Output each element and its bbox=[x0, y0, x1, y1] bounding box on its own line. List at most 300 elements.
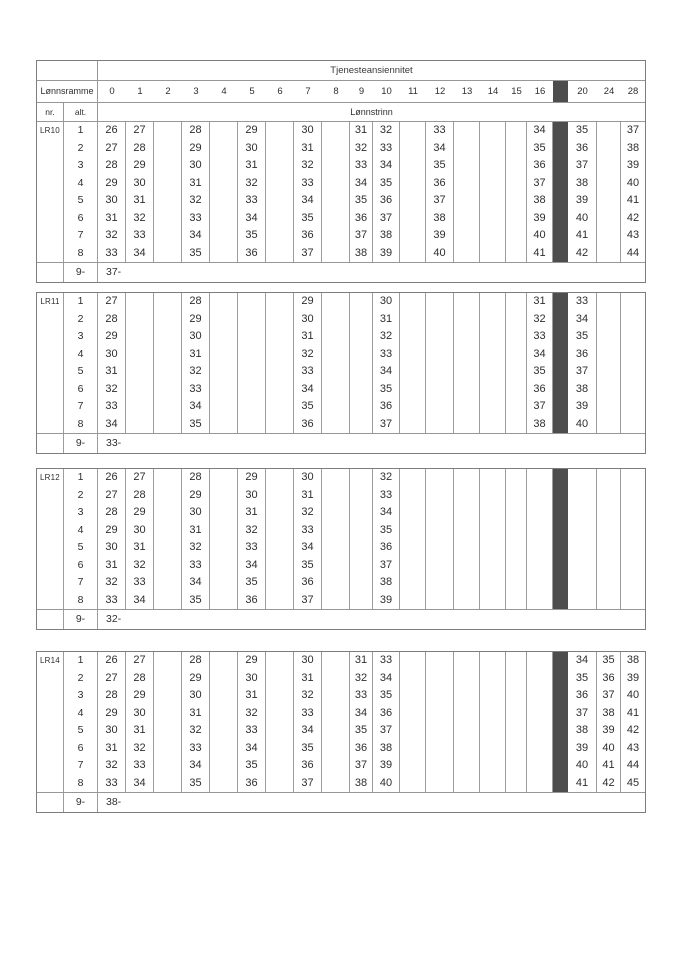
ansiennitet-column-15 bbox=[506, 293, 527, 433]
lonnstrinn-value-cell: 40 bbox=[575, 211, 589, 224]
lonnstrinn-value-cell bbox=[568, 574, 596, 592]
lonnstrinn-value-cell bbox=[480, 398, 505, 416]
lonnstrinn-value-cell bbox=[154, 227, 181, 245]
lonnstrinn-value-cell: 38 bbox=[354, 776, 368, 789]
lonnstrinn-value-cell bbox=[210, 416, 237, 434]
lonnstrinn-value-cell bbox=[154, 122, 181, 140]
lonnstrinn-value-cell bbox=[506, 504, 526, 522]
lonnstrinn-value-cell: 34 bbox=[133, 246, 146, 259]
lonnstrinn-value-cell bbox=[322, 652, 349, 670]
lonnstrinn-value-cell bbox=[621, 293, 645, 311]
lonnstrinn-value-cell bbox=[621, 398, 645, 416]
lonnstrinn-value-cell bbox=[426, 346, 453, 364]
lonnstrinn-value-cell: 32 bbox=[245, 523, 258, 536]
tick-label-4: 4 bbox=[221, 86, 227, 97]
lonnstrinn-value-cell bbox=[350, 539, 372, 557]
footer-value-cell: 37- bbox=[106, 266, 122, 278]
row-label-column bbox=[37, 469, 64, 609]
alt-number-cell: 4 bbox=[77, 176, 84, 189]
ansiennitet-column-20 bbox=[568, 469, 597, 609]
lonnstrinn-value-cell: 36 bbox=[354, 741, 368, 754]
lonnstrinn-value-cell: 28 bbox=[189, 471, 202, 483]
lonnstrinn-value-cell bbox=[400, 592, 425, 610]
lonnstrinn-value-cell bbox=[506, 574, 526, 592]
ansiennitet-column-1 bbox=[126, 469, 154, 609]
lonnstrinn-value-cell bbox=[322, 705, 349, 723]
lonnstrinn-value-cell: 30 bbox=[105, 194, 118, 206]
lonnstrinn-value-cell: 31 bbox=[301, 488, 314, 501]
alt-number-cell: 1 bbox=[77, 124, 84, 136]
lonnstrinn-value-cell: 39 bbox=[379, 593, 393, 606]
lonnstrinn-value-cell: 36 bbox=[379, 541, 393, 553]
lonnsramme-id-label: LR11 bbox=[40, 297, 60, 306]
lonnstrinn-value-cell bbox=[454, 157, 479, 175]
lonnstrinn-value-cell bbox=[621, 574, 645, 592]
lonnstrinn-value-cell: 40 bbox=[626, 176, 640, 189]
ansiennitet-column-10 bbox=[373, 122, 400, 262]
footer-alt-cell: 9- bbox=[64, 263, 98, 282]
lonnstrinn-value-cell: 31 bbox=[105, 211, 118, 224]
lonnstrinn-value-cell: 29 bbox=[189, 312, 202, 325]
lonnstrinn-value-cell bbox=[621, 557, 645, 575]
lonnstrinn-value-cell bbox=[154, 574, 181, 592]
lonnstrinn-value-cell bbox=[527, 652, 552, 670]
lonnstrinn-value-cell: 29 bbox=[133, 506, 146, 518]
lonnstrinn-value-cell bbox=[350, 293, 372, 311]
lonnstrinn-value-cell: 39 bbox=[602, 724, 615, 736]
lonnstrinn-value-cell bbox=[426, 487, 453, 505]
lonnstrinn-value-cell: 29 bbox=[301, 295, 314, 307]
footer-alt-cell: 9- bbox=[64, 793, 98, 812]
alt-number-cell: 2 bbox=[77, 312, 84, 325]
lonnstrinn-value-cell: 36 bbox=[575, 347, 589, 360]
lonnstrinn-value-cell bbox=[480, 775, 505, 793]
lonnstrinn-value-cell bbox=[210, 328, 237, 346]
lonnstrinn-value-cell bbox=[597, 293, 620, 311]
lonnstrinn-value-cell: 42 bbox=[602, 776, 615, 789]
lonnstrinn-value-cell: 30 bbox=[105, 347, 118, 360]
lonnstrinn-value-cell bbox=[454, 227, 479, 245]
lonnstrinn-value-cell: 33 bbox=[189, 558, 202, 571]
lonnstrinn-value-cell: 30 bbox=[189, 159, 202, 171]
lonnstrinn-value-cell: 39 bbox=[626, 159, 640, 171]
ansiennitet-column-4 bbox=[210, 122, 238, 262]
lonnstrinn-value-cell: 32 bbox=[245, 176, 258, 189]
lonnstrinn-value-cell: 30 bbox=[245, 488, 258, 501]
ansiennitet-column-24 bbox=[597, 293, 621, 433]
alt-number-cell: 3 bbox=[77, 689, 84, 701]
lonnstrinn-value-cell bbox=[597, 210, 620, 228]
lonnstrinn-value-cell: 35 bbox=[433, 159, 446, 171]
lonnstrinn-value-cell: 27 bbox=[133, 471, 146, 483]
lonnstrinn-value-cell: 30 bbox=[133, 706, 146, 719]
lonnstrinn-value-cell bbox=[210, 592, 237, 610]
lonnstrinn-value-cell: 42 bbox=[626, 724, 640, 736]
lonnstrinn-value-cell: 32 bbox=[189, 194, 202, 206]
lonnstrinn-value-cell: 40 bbox=[602, 741, 615, 754]
lonnstrinn-value-cell bbox=[210, 574, 237, 592]
lonnstrinn-value-cell: 37 bbox=[354, 229, 368, 241]
ansiennitet-column-15 bbox=[506, 469, 527, 609]
lonnstrinn-value-cell bbox=[210, 122, 237, 140]
lonnstrinn-value-cell: 35 bbox=[533, 365, 546, 377]
lonnstrinn-value-cell bbox=[506, 592, 526, 610]
lonnstrinn-value-cell bbox=[480, 687, 505, 705]
tick-label-12: 12 bbox=[434, 86, 446, 97]
lonnstrinn-value-cell bbox=[400, 175, 425, 193]
lonnstrinn-value-cell: 34 bbox=[245, 211, 258, 224]
alt-number-cell: 3 bbox=[77, 506, 84, 518]
lonnstrinn-value-cell: 36 bbox=[533, 382, 546, 395]
tick-label-3: 3 bbox=[193, 86, 199, 97]
ansiennitet-column-24 bbox=[597, 652, 621, 792]
lonnstrinn-value-cell bbox=[506, 557, 526, 575]
lonnstrinn-value-cell bbox=[154, 557, 181, 575]
lonnstrinn-value-cell bbox=[506, 670, 526, 688]
lonnstrinn-value-cell bbox=[210, 175, 237, 193]
ansiennitet-column-3 bbox=[182, 122, 210, 262]
dark-separator-header-cell bbox=[553, 81, 568, 102]
lonnstrinn-value-cell: 37 bbox=[575, 159, 589, 171]
lonnstrinn-value-cell: 34 bbox=[354, 176, 368, 189]
lonnstrinn-value-cell: 35 bbox=[189, 593, 202, 606]
tick-label-24: 24 bbox=[603, 86, 615, 97]
lonnstrinn-value-cell bbox=[597, 157, 620, 175]
ansiennitet-column-9 bbox=[350, 293, 373, 433]
lonnstrinn-value-cell: 29 bbox=[245, 471, 258, 483]
lonnstrinn-value-cell: 27 bbox=[133, 654, 146, 666]
ansiennitet-column-9 bbox=[350, 652, 373, 792]
lonnstrinn-value-cell bbox=[426, 504, 453, 522]
lonnstrinn-value-cell: 34 bbox=[133, 776, 146, 789]
lonnstrinn-value-cell bbox=[322, 175, 349, 193]
lonnstrinn-value-cell: 30 bbox=[133, 176, 146, 189]
lonnstrinn-value-cell bbox=[597, 245, 620, 263]
lonnstrinn-value-cell bbox=[154, 775, 181, 793]
lonnstrinn-value-cell: 34 bbox=[379, 671, 393, 684]
lonnstrinn-value-cell: 33 bbox=[189, 741, 202, 754]
lonnstrinn-value-cell bbox=[480, 346, 505, 364]
lonnstrinn-value-cell: 32 bbox=[379, 471, 393, 483]
lonnstrinn-value-cell bbox=[400, 122, 425, 140]
lonnstrinn-value-cell bbox=[210, 346, 237, 364]
lonnstrinn-value-cell bbox=[322, 757, 349, 775]
lonnstrinn-value-cell bbox=[350, 574, 372, 592]
lonnstrinn-value-cell bbox=[238, 293, 265, 311]
lonnstrinn-value-cell: 33 bbox=[379, 654, 393, 666]
lonnstrinn-value-cell bbox=[210, 522, 237, 540]
ansiennitet-column-10 bbox=[373, 293, 400, 433]
ansiennitet-column-10 bbox=[373, 469, 400, 609]
lonnstrinn-value-cell bbox=[266, 522, 293, 540]
lonnstrinn-value-cell: 35 bbox=[245, 229, 258, 241]
table-lr12 bbox=[36, 468, 646, 630]
lonnstrinn-value-cell bbox=[400, 311, 425, 329]
lonnstrinn-value-cell bbox=[154, 592, 181, 610]
table-lr14 bbox=[36, 651, 646, 813]
lonnstrinn-value-cell bbox=[266, 757, 293, 775]
lonnstrinn-value-cell bbox=[154, 469, 181, 487]
ansiennitet-column-13 bbox=[454, 469, 480, 609]
table-lr11 bbox=[36, 292, 646, 454]
lonnstrinn-value-cell: 29 bbox=[105, 523, 118, 536]
footer-label-cell bbox=[37, 434, 64, 453]
lonnstrinn-value-cell bbox=[597, 140, 620, 158]
lonnstrinn-value-cell bbox=[266, 504, 293, 522]
lonnstrinn-value-cell bbox=[597, 363, 620, 381]
lonnstrinn-value-cell: 33 bbox=[105, 400, 118, 412]
lonnstrinn-value-cell: 36 bbox=[379, 194, 393, 206]
lonnstrinn-value-cell bbox=[454, 592, 479, 610]
lonnstrinn-value-cell bbox=[480, 311, 505, 329]
lonnstrinn-value-cell: 41 bbox=[602, 759, 615, 771]
lonnstrinn-value-cell: 34 bbox=[379, 159, 393, 171]
lonnstrinn-value-cell bbox=[400, 574, 425, 592]
lonnstrinn-value-cell bbox=[506, 416, 526, 434]
lonnstrinn-value-cell bbox=[400, 740, 425, 758]
ansiennitet-column-6 bbox=[266, 122, 294, 262]
lonnstrinn-value-cell bbox=[210, 210, 237, 228]
lonnstrinn-value-cell bbox=[506, 398, 526, 416]
lonnstrinn-value-cell: 33 bbox=[379, 488, 393, 501]
lonnstrinn-value-cell bbox=[480, 381, 505, 399]
lonnstrinn-value-cell bbox=[322, 192, 349, 210]
lonnstrinn-value-cell: 27 bbox=[133, 124, 146, 136]
lonnstrinn-value-cell: 33 bbox=[379, 141, 393, 154]
lonnstrinn-value-cell bbox=[568, 504, 596, 522]
lonnstrinn-value-cell bbox=[210, 381, 237, 399]
lonnstrinn-value-cell: 41 bbox=[575, 776, 589, 789]
ansiennitet-column-20 bbox=[568, 122, 597, 262]
ansiennitet-column-28 bbox=[621, 652, 645, 792]
lonnstrinn-value-cell: 28 bbox=[105, 689, 118, 701]
lonnstrinn-value-cell bbox=[621, 469, 645, 487]
lonnstrinn-value-cell bbox=[454, 346, 479, 364]
lonnstrinn-value-cell: 36 bbox=[301, 229, 314, 241]
alt-column bbox=[64, 469, 98, 609]
lonnstrinn-value-cell: 32 bbox=[133, 558, 146, 571]
lonnstrinn-value-cell bbox=[322, 670, 349, 688]
lonnstrinn-value-cell: 33 bbox=[133, 759, 146, 771]
lonnstrinn-value-cell bbox=[597, 311, 620, 329]
lonnstrinn-value-cell: 35 bbox=[575, 671, 589, 684]
lonnstrinn-value-cell bbox=[210, 469, 237, 487]
lonnstrinn-value-cell: 35 bbox=[301, 558, 314, 571]
header-row-ticks bbox=[37, 81, 645, 103]
lonnstrinn-value-cell: 32 bbox=[301, 506, 314, 518]
lonnstrinn-value-cell bbox=[506, 122, 526, 140]
lonnstrinn-value-cell: 40 bbox=[433, 246, 446, 259]
lonnstrinn-value-cell: 32 bbox=[189, 724, 202, 736]
lonnstrinn-value-cell bbox=[597, 175, 620, 193]
lonnstrinn-value-cell bbox=[154, 416, 181, 434]
lonnstrinn-value-cell: 35 bbox=[245, 576, 258, 588]
lonnstrinn-value-cell bbox=[322, 311, 349, 329]
footer-alt-cell: 9- bbox=[64, 610, 98, 629]
lonnsramme-heading: Lønnsramme bbox=[37, 81, 98, 102]
lonnstrinn-value-cell bbox=[266, 293, 293, 311]
lonnstrinn-value-cell bbox=[266, 140, 293, 158]
lonnstrinn-value-cell: 36 bbox=[433, 176, 446, 189]
lonnstrinn-value-cell bbox=[210, 705, 237, 723]
lonnstrinn-value-cell bbox=[454, 705, 479, 723]
lonnstrinn-value-cell bbox=[568, 487, 596, 505]
lonnstrinn-value-cell bbox=[238, 346, 265, 364]
lonnstrinn-value-cell bbox=[154, 157, 181, 175]
lonnstrinn-value-cell: 30 bbox=[245, 141, 258, 154]
lonnstrinn-value-cell bbox=[454, 740, 479, 758]
lonnstrinn-value-cell bbox=[454, 557, 479, 575]
lonnstrinn-value-cell bbox=[454, 381, 479, 399]
alt-number-cell: 4 bbox=[77, 347, 84, 360]
lonnstrinn-value-cell bbox=[506, 740, 526, 758]
lonnstrinn-value-cell bbox=[597, 469, 620, 487]
lonnstrinn-value-cell: 35 bbox=[301, 741, 314, 754]
ansiennitet-column-28 bbox=[621, 469, 645, 609]
lonnstrinn-value-cell bbox=[527, 557, 552, 575]
ansiennitet-column-6 bbox=[266, 469, 294, 609]
lonnstrinn-value-cell bbox=[527, 722, 552, 740]
lonnstrinn-value-cell bbox=[454, 398, 479, 416]
lonnstrinn-value-cell bbox=[506, 652, 526, 670]
lonnstrinn-value-cell bbox=[426, 328, 453, 346]
lonnstrinn-value-cell: 32 bbox=[189, 541, 202, 553]
lonnstrinn-value-cell: 32 bbox=[105, 759, 118, 771]
lonnstrinn-value-cell bbox=[322, 574, 349, 592]
lonnstrinn-value-cell: 41 bbox=[533, 246, 546, 259]
lonnstrinn-value-cell bbox=[350, 522, 372, 540]
lonnstrinn-value-cell bbox=[454, 311, 479, 329]
lonnstrinn-value-cell: 37 bbox=[301, 246, 314, 259]
ansiennitet-column-8 bbox=[322, 469, 350, 609]
lonnstrinn-value-cell bbox=[238, 416, 265, 434]
ansiennitet-column-5 bbox=[238, 469, 266, 609]
alt-number-cell: 5 bbox=[77, 365, 84, 377]
lonnstrinn-value-cell: 28 bbox=[133, 141, 146, 154]
lonnstrinn-value-cell bbox=[480, 722, 505, 740]
lonnstrinn-value-cell bbox=[480, 469, 505, 487]
lonnstrinn-value-cell: 32 bbox=[301, 347, 314, 360]
lonnstrinn-value-cell bbox=[480, 487, 505, 505]
lonnstrinn-value-cell bbox=[400, 416, 425, 434]
ansiennitet-column-13 bbox=[454, 652, 480, 792]
lonnstrinn-value-cell bbox=[210, 557, 237, 575]
lonnstrinn-value-cell bbox=[454, 522, 479, 540]
lonnstrinn-value-cell: 31 bbox=[354, 654, 368, 666]
lonnstrinn-value-cell: 34 bbox=[301, 382, 314, 395]
lonnstrinn-value-cell: 38 bbox=[433, 211, 446, 224]
lonnstrinn-value-cell bbox=[480, 227, 505, 245]
lonnstrinn-value-cell bbox=[266, 363, 293, 381]
lonnstrinn-value-cell bbox=[266, 687, 293, 705]
lonnstrinn-value-cell: 38 bbox=[533, 417, 546, 430]
ansiennitet-column-12 bbox=[426, 469, 454, 609]
lonnstrinn-value-cell bbox=[322, 469, 349, 487]
lonnstrinn-value-cell: 36 bbox=[575, 689, 589, 701]
lonnstrinn-value-cell: 35 bbox=[379, 689, 393, 701]
tick-label-11: 11 bbox=[408, 86, 418, 97]
lonnstrinn-value-cell bbox=[527, 487, 552, 505]
lonnstrinn-value-cell: 34 bbox=[575, 654, 589, 666]
tick-label-14: 14 bbox=[487, 86, 499, 97]
alt-column bbox=[64, 122, 98, 262]
lonnstrinn-value-cell: 42 bbox=[626, 211, 640, 224]
lonnstrinn-value-cell: 33 bbox=[433, 124, 446, 136]
lonnstrinn-value-cell bbox=[266, 398, 293, 416]
lonnstrinn-value-cell bbox=[426, 775, 453, 793]
lonnstrinn-value-cell: 33 bbox=[245, 194, 258, 206]
lonnstrinn-value-cell bbox=[454, 504, 479, 522]
lonnstrinn-value-cell bbox=[400, 398, 425, 416]
lonnstrinn-value-cell: 35 bbox=[301, 400, 314, 412]
alt-number-cell: 6 bbox=[77, 382, 84, 395]
lonnstrinn-value-cell: 42 bbox=[575, 246, 589, 259]
lonnstrinn-value-cell bbox=[480, 705, 505, 723]
lonnstrinn-value-cell bbox=[154, 381, 181, 399]
lonnstrinn-value-cell: 32 bbox=[245, 706, 258, 719]
alt-number-cell: 2 bbox=[77, 141, 84, 154]
lonnstrinn-value-cell bbox=[426, 740, 453, 758]
lonnstrinn-value-cell: 38 bbox=[379, 229, 393, 241]
lonnstrinn-value-cell bbox=[426, 311, 453, 329]
lonnstrinn-value-cell bbox=[454, 245, 479, 263]
lonnstrinn-value-cell: 37 bbox=[626, 124, 640, 136]
lonnstrinn-value-cell: 36 bbox=[245, 593, 258, 606]
lonnstrinn-value-cell: 41 bbox=[575, 229, 589, 241]
lonnstrinn-value-cell: 37 bbox=[301, 776, 314, 789]
dark-separator-column bbox=[553, 293, 568, 433]
lonnstrinn-value-cell: 27 bbox=[105, 141, 118, 154]
lonnstrinn-value-cell: 36 bbox=[379, 706, 393, 719]
alt-number-cell: 7 bbox=[77, 576, 84, 588]
lonnstrinn-value-cell: 32 bbox=[133, 211, 146, 224]
lonnstrinn-value-cell bbox=[426, 469, 453, 487]
header-row-ansiennitet bbox=[37, 61, 645, 81]
lonnstrinn-value-cell bbox=[400, 245, 425, 263]
lonnsramme-id-label: LR10 bbox=[40, 126, 60, 135]
lonnstrinn-value-cell: 33 bbox=[379, 347, 393, 360]
ansiennitet-column-28 bbox=[621, 122, 645, 262]
lonnstrinn-value-cell bbox=[266, 705, 293, 723]
alt-number-cell: 2 bbox=[77, 671, 84, 684]
lonnstrinn-value-cell bbox=[506, 363, 526, 381]
lonnstrinn-value-cell bbox=[597, 398, 620, 416]
footer-label-cell bbox=[37, 610, 64, 629]
lonnstrinn-value-cell bbox=[597, 574, 620, 592]
lonnstrinn-value-cell bbox=[426, 757, 453, 775]
lonnstrinn-value-cell: 34 bbox=[301, 724, 314, 736]
lonnstrinn-value-cell bbox=[266, 227, 293, 245]
lonnstrinn-value-cell bbox=[480, 757, 505, 775]
lonnstrinn-value-cell: 28 bbox=[133, 488, 146, 501]
lonnstrinn-value-cell: 36 bbox=[301, 759, 314, 771]
lonnstrinn-value-cell bbox=[266, 592, 293, 610]
lonnstrinn-value-cell: 38 bbox=[379, 741, 393, 754]
lonnstrinn-value-cell bbox=[322, 381, 349, 399]
dark-separator-column bbox=[553, 122, 568, 262]
lonnstrinn-value-cell bbox=[322, 227, 349, 245]
lonnstrinn-value-cell bbox=[154, 722, 181, 740]
lonnstrinn-value-cell bbox=[506, 210, 526, 228]
alt-number-cell: 8 bbox=[77, 246, 84, 259]
lonnstrinn-value-cell: 30 bbox=[301, 471, 314, 483]
lonnstrinn-value-cell bbox=[400, 705, 425, 723]
alt-heading: alt. bbox=[64, 103, 98, 121]
ansiennitet-column-3 bbox=[182, 652, 210, 792]
alt-number-cell: 8 bbox=[77, 593, 84, 606]
lonnstrinn-value-cell bbox=[400, 539, 425, 557]
lonnstrinn-value-cell: 28 bbox=[133, 671, 146, 684]
